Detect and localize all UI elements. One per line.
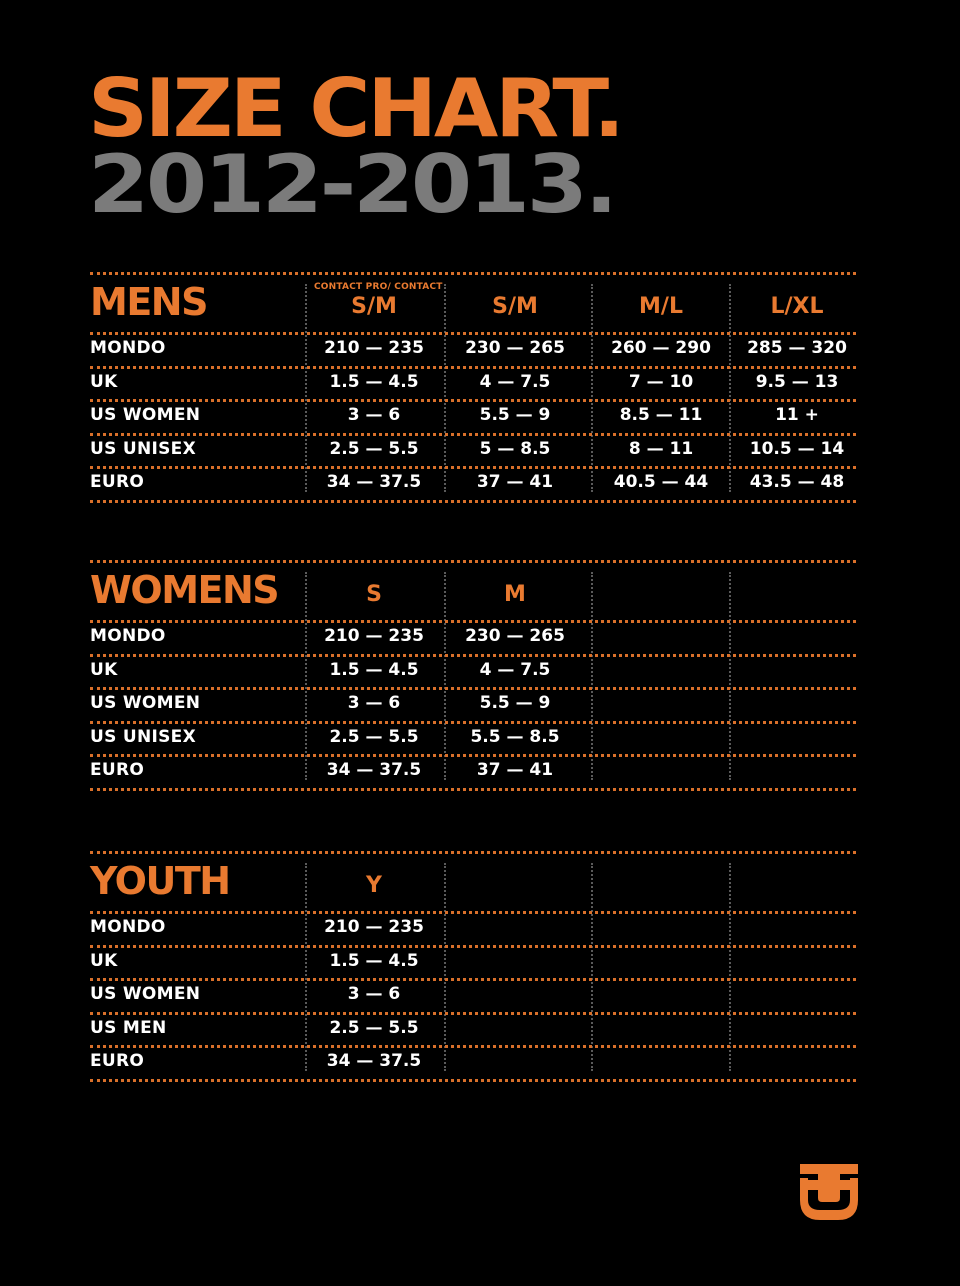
row-divider: [90, 399, 856, 402]
title-season: 2012-2013.: [88, 138, 615, 231]
column-header: S/M: [351, 294, 397, 319]
size-cell: 285 — 320: [747, 338, 847, 358]
size-cell: 37 — 41: [476, 760, 554, 781]
column-divider: [591, 863, 593, 1071]
section-title: MENS: [90, 280, 207, 324]
title-size-chart: SIZE CHART.: [88, 62, 622, 155]
size-cell: 4 — 7.5: [479, 371, 551, 392]
divider: [90, 788, 856, 791]
size-cell: 5.5 — 9: [479, 693, 551, 714]
column-divider: [444, 863, 446, 1071]
size-cell: 7 — 10: [628, 371, 694, 392]
row-divider: [90, 654, 856, 657]
size-cell: 230 — 265: [465, 338, 565, 358]
row-label: UK: [90, 659, 118, 680]
size-cell: 10.5 — 14: [749, 438, 845, 459]
row-label: US WOMEN: [90, 693, 201, 714]
column-divider: [729, 863, 731, 1071]
size-cell: 230 — 265: [465, 626, 565, 646]
row-label: US MEN: [90, 1017, 167, 1038]
row-divider: [90, 687, 856, 690]
row-divider: [90, 911, 856, 914]
row-label: MONDO: [90, 917, 166, 937]
row-label: EURO: [90, 1051, 145, 1072]
size-cell: 3 — 6: [347, 693, 401, 714]
size-cell: 210 — 235: [324, 626, 424, 646]
size-cell: 34 — 37.5: [326, 1051, 422, 1072]
size-cell: 1.5 — 4.5: [329, 659, 419, 680]
section-title: WOMENS: [90, 568, 279, 612]
size-cell: 11 +: [775, 405, 819, 426]
size-cell: 9.5 — 13: [755, 371, 839, 392]
column-header: L/XL: [770, 294, 824, 319]
section-youth: [90, 851, 856, 1083]
column-header: M/L: [639, 294, 683, 319]
row-divider: [90, 620, 856, 623]
row-divider: [90, 366, 856, 369]
divider: [90, 272, 856, 275]
size-cell: 3 — 6: [347, 405, 401, 426]
row-label: US UNISEX: [90, 726, 196, 747]
column-divider: [444, 284, 446, 492]
section-mens: [90, 272, 856, 504]
size-cell: 2.5 — 5.5: [329, 1017, 419, 1038]
row-label: MONDO: [90, 626, 166, 646]
size-cell: 1.5 — 4.5: [329, 950, 419, 971]
row-label: UK: [90, 950, 118, 971]
row-label: EURO: [90, 472, 145, 493]
row-divider: [90, 1012, 856, 1015]
divider: [90, 500, 856, 503]
column-header: M: [504, 582, 526, 607]
column-divider: [729, 572, 731, 780]
size-cell: 8.5 — 11: [619, 405, 703, 426]
size-cell: 40.5 — 44: [613, 472, 709, 493]
row-divider: [90, 945, 856, 948]
row-divider: [90, 466, 856, 469]
section-title: YOUTH: [90, 859, 230, 903]
column-sub-label: CONTACT PRO/ CONTACT: [314, 282, 443, 292]
row-label: US UNISEX: [90, 438, 196, 459]
size-cell: 5 — 8.5: [479, 438, 551, 459]
divider: [90, 1079, 856, 1082]
row-divider: [90, 754, 856, 757]
column-header: S/M: [492, 294, 538, 319]
size-cell: 43.5 — 48: [749, 472, 845, 493]
row-divider: [90, 332, 856, 335]
size-cell: 5.5 — 9: [479, 405, 551, 426]
column-divider: [591, 572, 593, 780]
column-divider: [444, 572, 446, 780]
divider: [90, 560, 856, 563]
size-cell: 8 — 11: [628, 438, 694, 459]
divider: [90, 851, 856, 854]
size-cell: 1.5 — 4.5: [329, 371, 419, 392]
row-divider: [90, 721, 856, 724]
column-header: Y: [366, 873, 382, 898]
size-cell: 4 — 7.5: [479, 659, 551, 680]
row-label: UK: [90, 371, 118, 392]
column-header: S: [366, 582, 382, 607]
size-cell: 3 — 6: [347, 984, 401, 1005]
row-divider: [90, 433, 856, 436]
row-label: MONDO: [90, 338, 166, 358]
size-cell: 210 — 235: [324, 338, 424, 358]
section-womens: [90, 560, 856, 792]
size-cell: 210 — 235: [324, 917, 424, 937]
size-cell: 34 — 37.5: [326, 472, 422, 493]
row-divider: [90, 1045, 856, 1048]
size-cell: 34 — 37.5: [326, 760, 422, 781]
row-label: EURO: [90, 760, 145, 781]
size-cell: 37 — 41: [476, 472, 554, 493]
size-cell: 5.5 — 8.5: [470, 726, 560, 747]
row-divider: [90, 978, 856, 981]
size-cell: 2.5 — 5.5: [329, 438, 419, 459]
size-cell: 2.5 — 5.5: [329, 726, 419, 747]
size-cell: 260 — 290: [611, 338, 711, 358]
row-label: US WOMEN: [90, 405, 201, 426]
row-label: US WOMEN: [90, 984, 201, 1005]
union-logo-icon: [800, 1164, 858, 1220]
